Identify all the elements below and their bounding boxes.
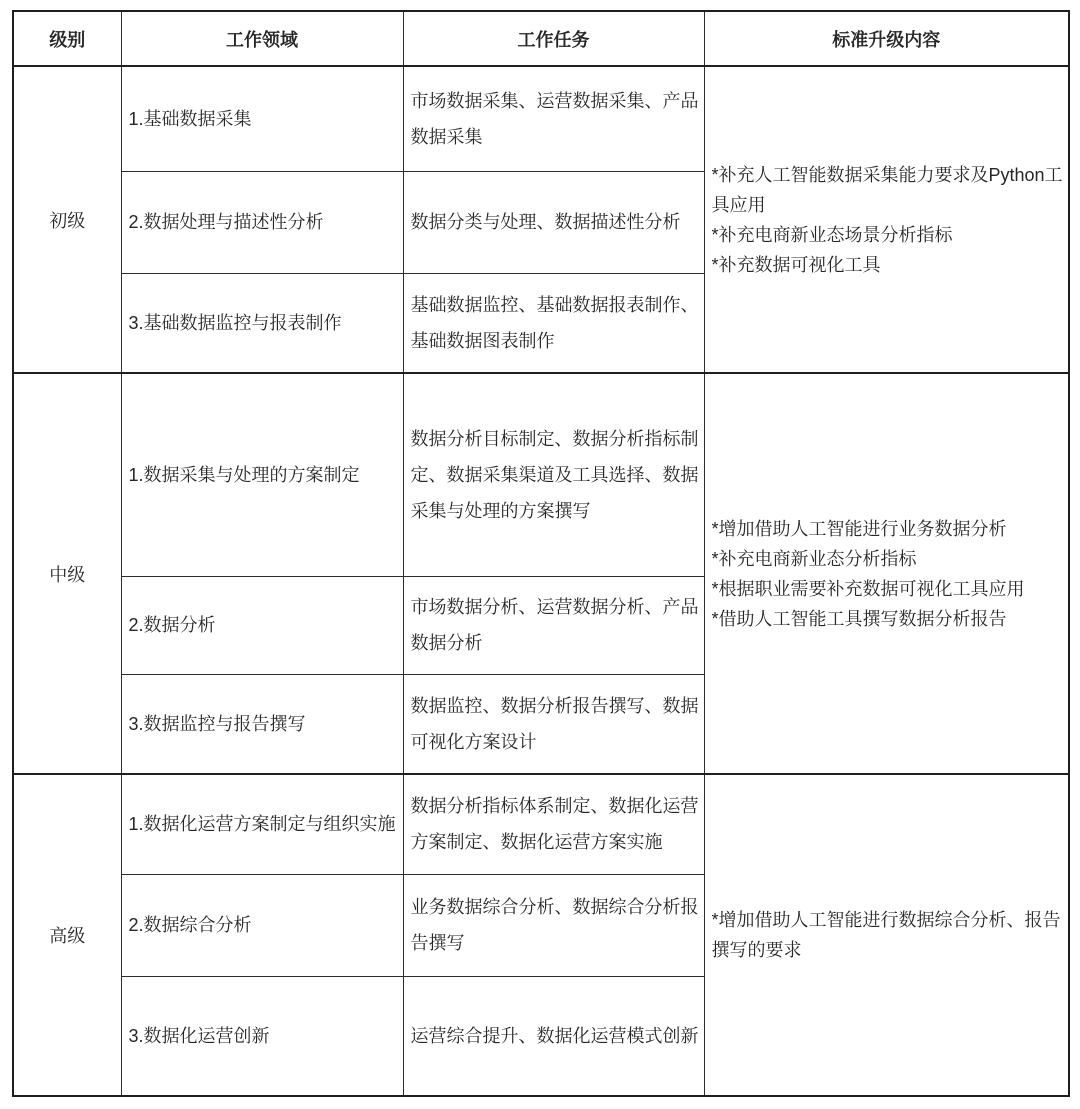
upgrade-cell-intermediate xyxy=(704,373,1069,774)
header-work-tasks: 工作任务 xyxy=(403,11,704,66)
work-tasks-cell: 数据分类与处理、数据描述性分析 xyxy=(403,171,704,273)
work-tasks-cell: 数据分析指标体系制定、数据化运营方案制定、数据化运营方案实施 xyxy=(403,774,704,874)
work-area-cell: 2.数据综合分析 xyxy=(121,874,403,976)
upgrade-cell-senior xyxy=(704,774,1069,1096)
work-area-cell: 1.数据化运营方案制定与组织实施 xyxy=(121,774,403,874)
work-area-cell: 2.数据处理与描述性分析 xyxy=(121,171,403,273)
level-cell-intermediate: 中级 xyxy=(13,373,121,774)
upgrade-line: *补充电商新业态分析指标 xyxy=(711,548,917,569)
work-tasks-cell: 市场数据采集、运营数据采集、产品数据采集 xyxy=(403,66,704,171)
upgrade-line: *借助人工智能工具撰写数据分析报告 xyxy=(711,608,1007,629)
upgrade-cell-junior xyxy=(704,66,1069,373)
upgrade-line: *补充电商新业态场景分析指标 xyxy=(711,224,953,245)
table-row xyxy=(13,66,1069,171)
header-level: 级别 xyxy=(13,11,121,66)
table-row xyxy=(13,774,1069,874)
level-cell-junior: 初级 xyxy=(13,66,121,373)
table-row xyxy=(13,373,1069,576)
work-tasks-cell: 运营综合提升、数据化运营模式创新 xyxy=(403,976,704,1096)
header-work-area: 工作领域 xyxy=(121,11,403,66)
level-cell-senior: 高级 xyxy=(13,774,121,1096)
header-row xyxy=(13,11,1069,66)
work-area-cell: 1.基础数据采集 xyxy=(121,66,403,171)
work-area-cell: 3.基础数据监控与报表制作 xyxy=(121,273,403,373)
work-tasks-cell: 数据监控、数据分析报告撰写、数据可视化方案设计 xyxy=(403,674,704,774)
standards-upgrade-table xyxy=(12,10,1070,1097)
upgrade-line: *根据职业需要补充数据可视化工具应用 xyxy=(711,578,1025,599)
work-area-cell: 2.数据分析 xyxy=(121,576,403,674)
upgrade-line: *补充人工智能数据采集能力要求及Python工具应用 xyxy=(711,164,1063,215)
work-area-cell: 3.数据化运营创新 xyxy=(121,976,403,1096)
work-tasks-cell: 数据分析目标制定、数据分析指标制定、数据采集渠道及工具选择、数据采集与处理的方案撰写 xyxy=(403,373,704,576)
upgrade-line: *增加借助人工智能进行数据综合分析、报告撰写的要求 xyxy=(711,910,1061,960)
work-area-cell: 1.数据采集与处理的方案制定 xyxy=(121,373,403,576)
work-tasks-cell: 市场数据分析、运营数据分析、产品数据分析 xyxy=(403,576,704,674)
work-area-cell: 3.数据监控与报告撰写 xyxy=(121,674,403,774)
upgrade-line: *补充数据可视化工具 xyxy=(711,254,881,275)
work-tasks-cell: 基础数据监控、基础数据报表制作、基础数据图表制作 xyxy=(403,273,704,373)
upgrade-line: *增加借助人工智能进行业务数据分析 xyxy=(711,518,1007,539)
work-tasks-cell: 业务数据综合分析、数据综合分析报告撰写 xyxy=(403,874,704,976)
header-upgrade-content: 标准升级内容 xyxy=(704,11,1069,66)
